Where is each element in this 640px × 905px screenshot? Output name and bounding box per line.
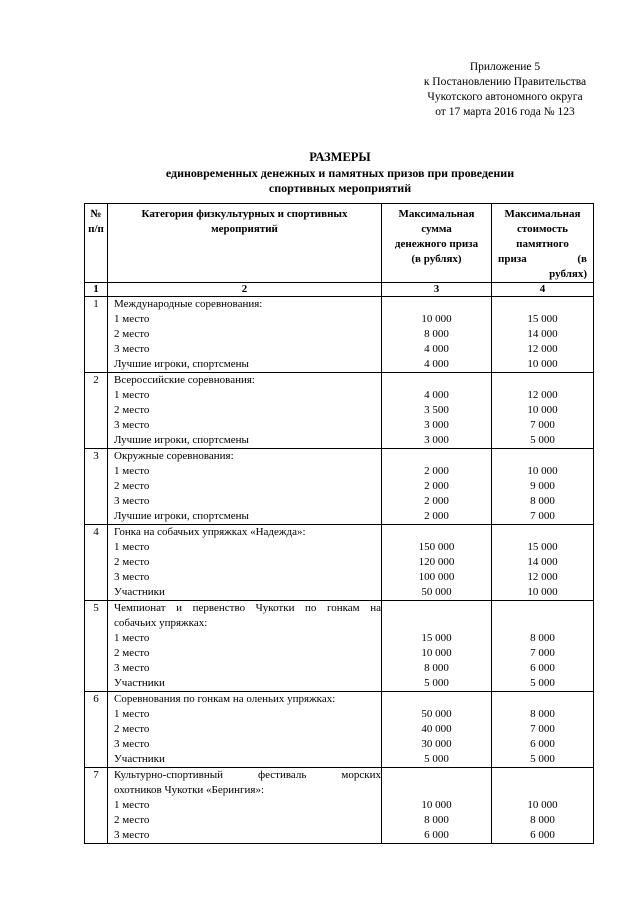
table-index-row <box>85 283 594 297</box>
section-title: Гонка на собачьих упряжках «Надежда»: <box>114 526 306 538</box>
section-title: Всероссийские соревнования: <box>114 374 255 386</box>
money-value: 6 000 <box>424 829 449 841</box>
money-value: 30 000 <box>421 738 452 750</box>
money-value: 4 000 <box>424 358 449 370</box>
header-max-money: Максимальная сумма денежного приза (в рублях) <box>382 204 492 283</box>
table-row <box>85 768 594 844</box>
money-value: 3 000 <box>424 419 449 431</box>
prize-value: 7 000 <box>530 723 555 735</box>
money-value: 2 000 <box>424 495 449 507</box>
table-row <box>85 525 594 601</box>
prize-cell <box>492 297 594 373</box>
category-cell <box>108 601 382 692</box>
prize-value: 10 000 <box>527 358 558 370</box>
table-row <box>85 692 594 768</box>
prize-value: 5 000 <box>530 677 555 689</box>
category-cell <box>108 297 382 373</box>
prize-value: 9 000 <box>530 480 555 492</box>
prize-cell <box>492 373 594 449</box>
category-cell <box>108 692 382 768</box>
appendix-block <box>400 60 610 120</box>
place-label: 2 место <box>114 328 150 340</box>
table-row <box>85 449 594 525</box>
header-category: Категория физкультурных и спортивных мероприятий <box>108 204 382 283</box>
prize-value: 12 000 <box>527 571 558 583</box>
section-title: Международные соревнования: <box>114 298 263 310</box>
money-cell <box>382 601 492 692</box>
prize-value: 8 000 <box>530 814 555 826</box>
money-cell <box>382 373 492 449</box>
money-value: 50 000 <box>421 586 452 598</box>
row-number: 1 <box>85 297 108 373</box>
prize-value: 5 000 <box>530 753 555 765</box>
appendix-line: Приложение 5 <box>469 61 541 73</box>
prize-value: 5 000 <box>530 434 555 446</box>
row-number: 3 <box>85 449 108 525</box>
place-label: 2 место <box>114 556 150 568</box>
appendix-line: от 17 марта 2016 года № 123 <box>435 106 575 118</box>
money-value: 150 000 <box>418 541 455 553</box>
money-value: 2 000 <box>424 465 449 477</box>
place-label: 3 место <box>114 419 150 431</box>
money-cell <box>382 692 492 768</box>
prize-value: 15 000 <box>527 313 558 325</box>
row-number: 6 <box>85 692 108 768</box>
place-label: 1 место <box>114 799 150 811</box>
document-title: РАЗМЕРЫ <box>309 150 371 164</box>
table-row <box>85 373 594 449</box>
prize-value: 8 000 <box>530 495 555 507</box>
place-label: Лучшие игроки, спортсмены <box>114 434 249 446</box>
section-title: Окружные соревнования: <box>114 450 234 462</box>
place-label: 1 место <box>114 541 150 553</box>
place-label: 2 место <box>114 723 150 735</box>
category-cell <box>108 525 382 601</box>
index-cell: 3 <box>382 283 492 297</box>
section-title: Соревнования по гонкам на оленьих упряжках: <box>114 693 336 705</box>
category-cell <box>108 768 382 844</box>
prize-value: 10 000 <box>527 404 558 416</box>
money-value: 2 000 <box>424 510 449 522</box>
prize-cell <box>492 601 594 692</box>
document-subtitle: спортивных мероприятий <box>268 181 412 195</box>
prize-value: 12 000 <box>527 389 558 401</box>
money-cell <box>382 525 492 601</box>
money-value: 15 000 <box>421 632 452 644</box>
money-value: 100 000 <box>418 571 455 583</box>
place-label: 2 место <box>114 814 150 826</box>
prize-value: 6 000 <box>530 738 555 750</box>
place-label: Лучшие игроки, спортсмены <box>114 510 249 522</box>
money-value: 120 000 <box>418 556 455 568</box>
place-label: 2 место <box>114 404 150 416</box>
prize-cell <box>492 449 594 525</box>
money-value: 4 000 <box>424 389 449 401</box>
place-label: 3 место <box>114 738 150 750</box>
prizes-table <box>84 203 594 844</box>
money-value: 40 000 <box>421 723 452 735</box>
prize-cell <box>492 768 594 844</box>
prize-value: 7 000 <box>530 419 555 431</box>
prize-value: 15 000 <box>527 541 558 553</box>
money-value: 5 000 <box>424 753 449 765</box>
prize-value: 14 000 <box>527 556 558 568</box>
row-number: 5 <box>85 601 108 692</box>
index-cell: 2 <box>108 283 382 297</box>
money-value: 8 000 <box>424 814 449 826</box>
money-value: 8 000 <box>424 662 449 674</box>
money-cell <box>382 297 492 373</box>
place-label: 1 место <box>114 313 150 325</box>
prize-cell <box>492 692 594 768</box>
row-number: 7 <box>85 768 108 844</box>
money-cell <box>382 768 492 844</box>
table-row <box>85 601 594 692</box>
document-subtitle: единовременных денежных и памятных призов при проведении <box>165 166 515 180</box>
table-header-row <box>85 204 594 283</box>
header-max-prize: Максимальная стоимость памятного приза (в рублях) <box>492 204 594 283</box>
place-label: Участники <box>114 677 165 689</box>
money-value: 5 000 <box>424 677 449 689</box>
row-number: 4 <box>85 525 108 601</box>
section-title: собачьих упряжках: <box>114 617 208 629</box>
category-cell <box>108 373 382 449</box>
money-value: 3 500 <box>424 404 449 416</box>
place-label: Лучшие игроки, спортсмены <box>114 358 249 370</box>
row-number: 2 <box>85 373 108 449</box>
prize-value: 12 000 <box>527 343 558 355</box>
place-label: 3 место <box>114 343 150 355</box>
prize-value: 8 000 <box>530 632 555 644</box>
table-row <box>85 297 594 373</box>
category-cell <box>108 449 382 525</box>
place-label: 1 место <box>114 465 150 477</box>
prize-value: 6 000 <box>530 662 555 674</box>
index-cell: 1 <box>85 283 108 297</box>
place-label: 1 место <box>114 632 150 644</box>
place-label: 2 место <box>114 480 150 492</box>
section-title: Чемпионат и первенство Чукотки по гонкам на <box>114 602 381 614</box>
prize-value: 14 000 <box>527 328 558 340</box>
money-value: 50 000 <box>421 708 452 720</box>
prize-value: 10 000 <box>527 465 558 477</box>
header-num: № п/п <box>85 204 108 283</box>
index-cell: 4 <box>492 283 594 297</box>
place-label: 3 место <box>114 571 150 583</box>
place-label: 1 место <box>114 708 150 720</box>
place-label: Участники <box>114 586 165 598</box>
money-value: 10 000 <box>421 313 452 325</box>
prize-value: 7 000 <box>530 510 555 522</box>
place-label: 3 место <box>114 495 150 507</box>
money-value: 3 000 <box>424 434 449 446</box>
money-cell <box>382 449 492 525</box>
prize-value: 8 000 <box>530 708 555 720</box>
money-value: 10 000 <box>421 799 452 811</box>
prize-value: 10 000 <box>527 799 558 811</box>
appendix-line: Чукотского автономного округа <box>427 91 583 103</box>
prize-cell <box>492 525 594 601</box>
section-title: охотников Чукотки «Берингия»: <box>114 784 265 796</box>
appendix-line: к Постановлению Правительства <box>423 76 587 88</box>
prize-value: 6 000 <box>530 829 555 841</box>
prize-value: 7 000 <box>530 647 555 659</box>
section-title: Культурно-спортивный фестиваль морских <box>114 769 381 781</box>
money-value: 2 000 <box>424 480 449 492</box>
money-value: 4 000 <box>424 343 449 355</box>
money-value: 10 000 <box>421 647 452 659</box>
place-label: 3 место <box>114 662 150 674</box>
place-label: 2 место <box>114 647 150 659</box>
prize-value: 10 000 <box>527 586 558 598</box>
place-label: 3 место <box>114 829 150 841</box>
money-value: 8 000 <box>424 328 449 340</box>
place-label: Участники <box>114 753 165 765</box>
place-label: 1 место <box>114 389 150 401</box>
